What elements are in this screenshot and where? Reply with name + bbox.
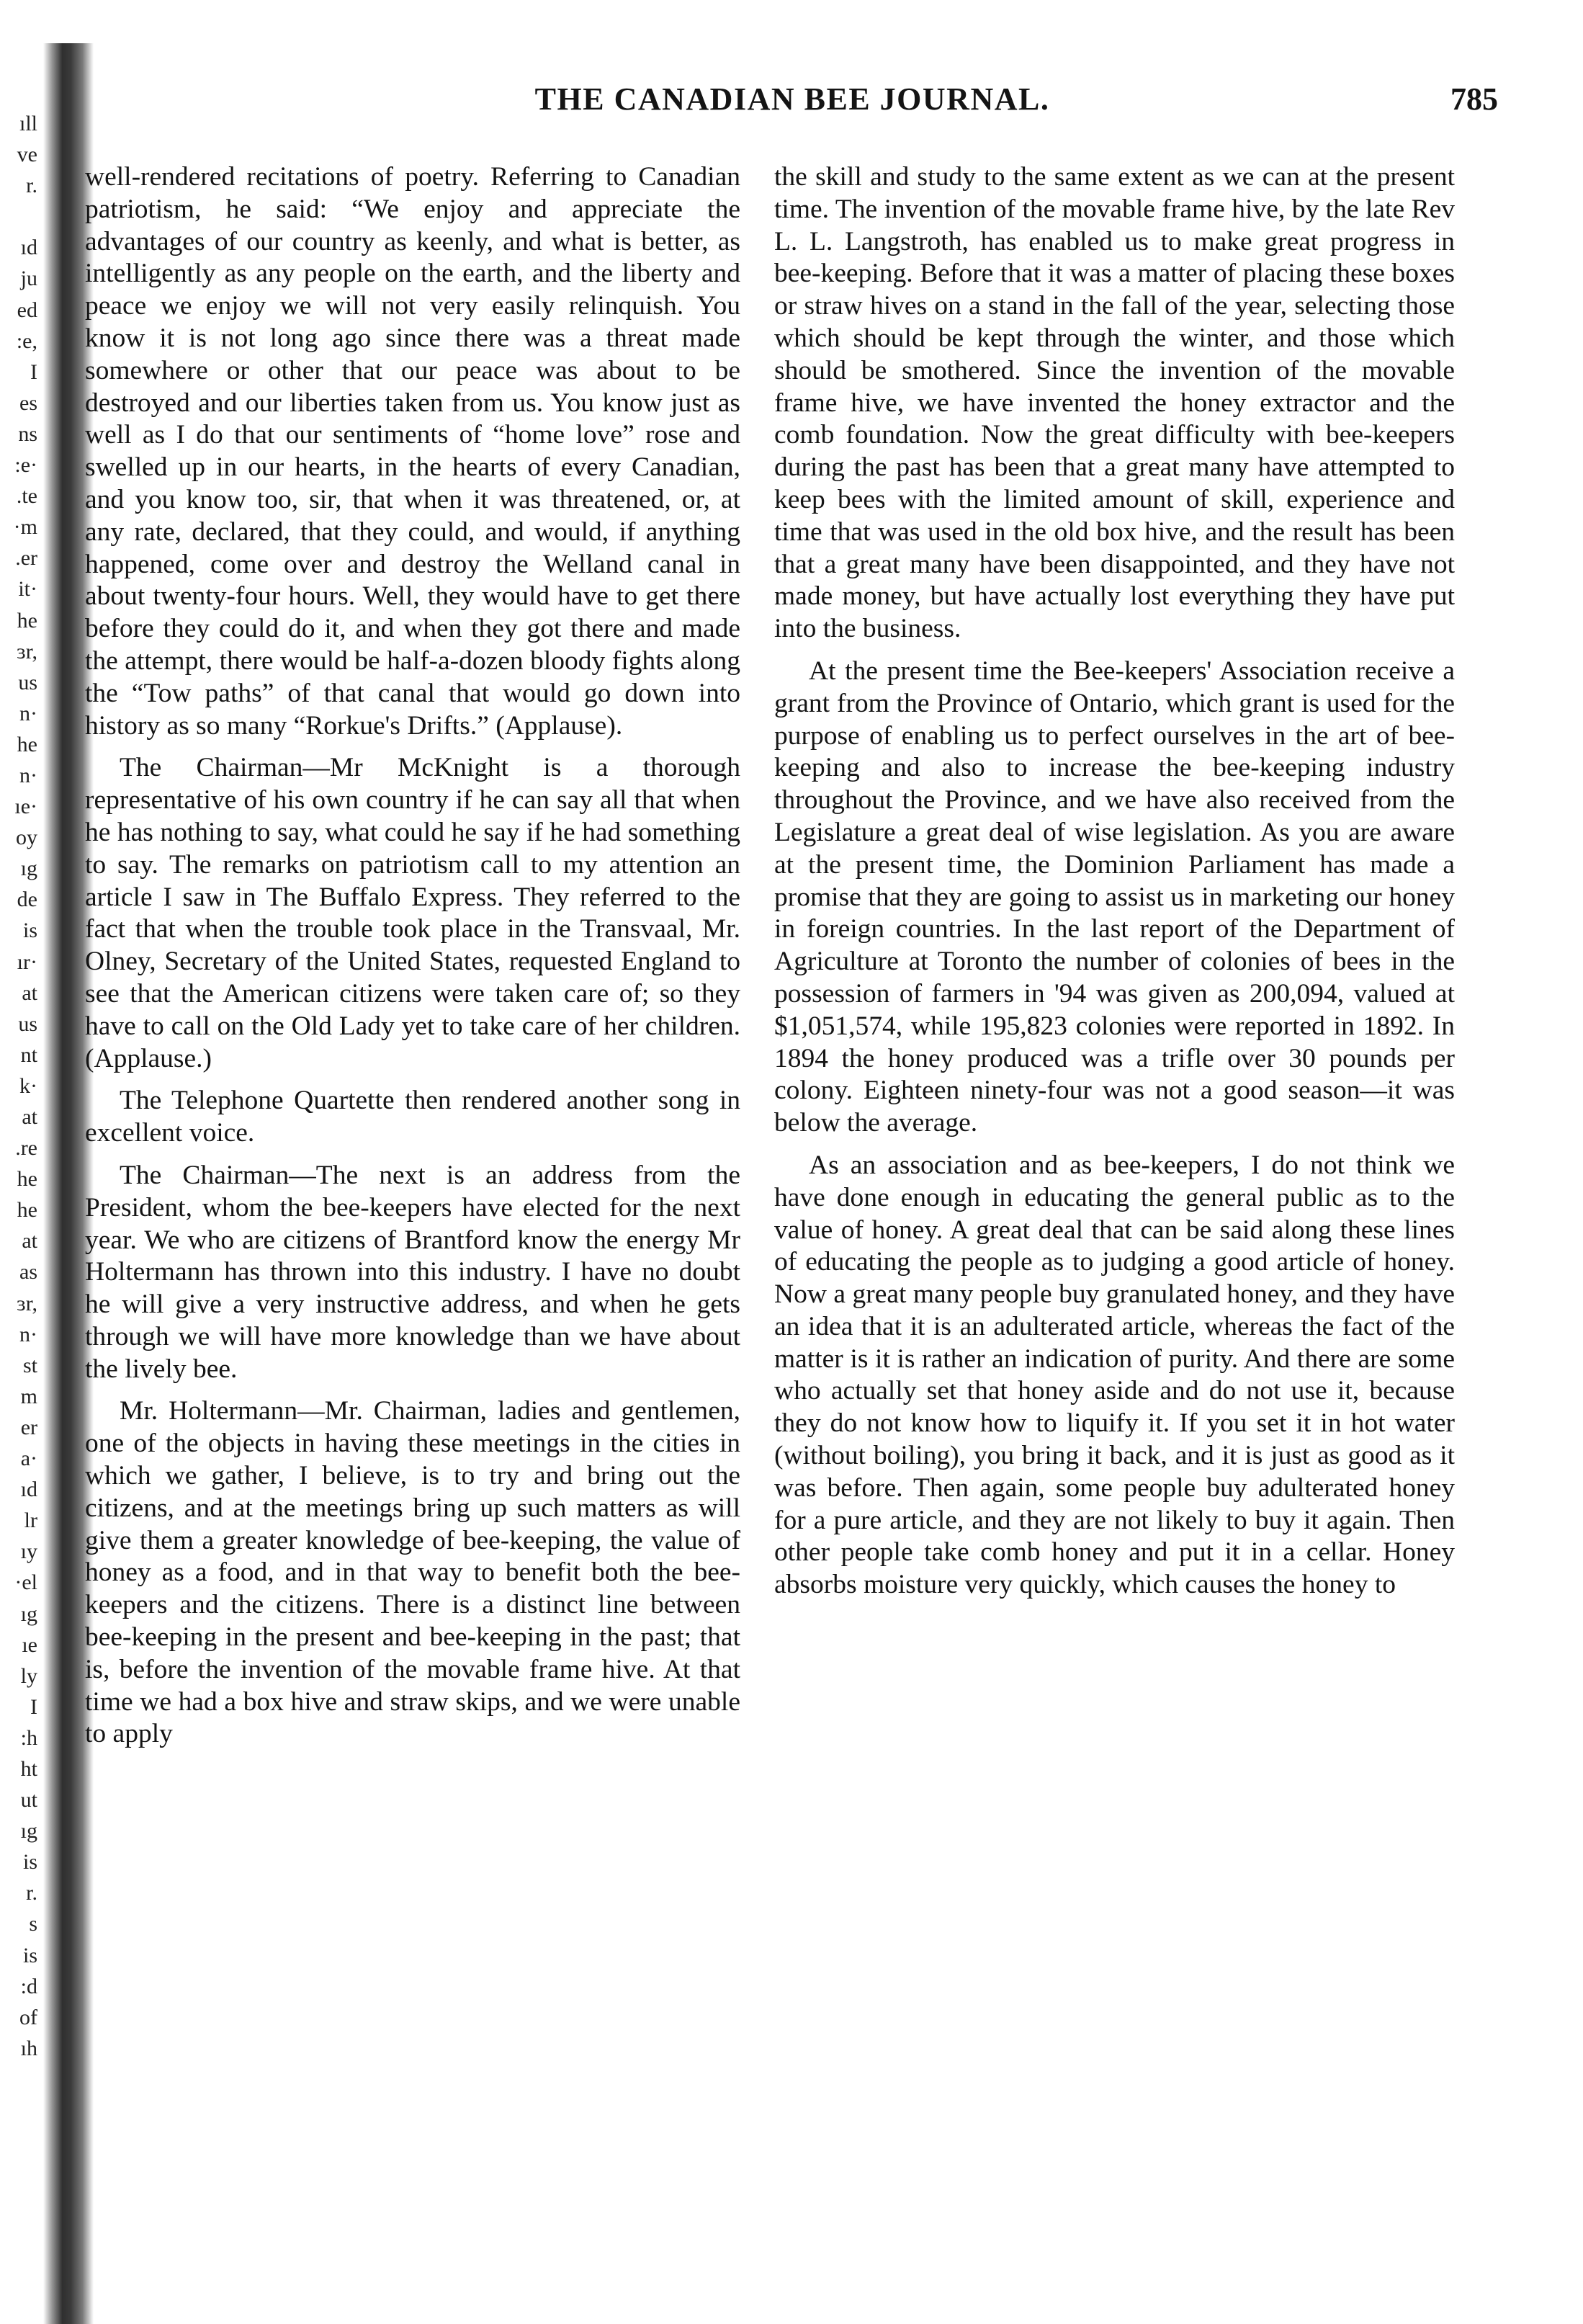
margin-fragment: us: [18, 670, 37, 694]
margin-fragment: is: [22, 1943, 37, 1967]
margin-fragment: :e·: [14, 453, 37, 478]
margin-fragment: ıd: [20, 1478, 37, 1502]
margin-fragment: ıy: [20, 1539, 37, 1564]
margin-fragment: ıe·: [14, 795, 37, 819]
margin-fragment: s: [29, 1912, 37, 1936]
margin-fragment: .te: [16, 484, 37, 509]
left-column: [85, 161, 740, 1751]
margin-fragment: he: [17, 1198, 37, 1223]
margin-fragment: ns: [18, 421, 37, 446]
margin-fragment: ır·: [17, 949, 37, 974]
left-paragraph-3: The Telephone Quartette then rendered another song in excellent voice.: [85, 1086, 740, 1148]
journal-title: THE CANADIAN BEE JOURNAL.: [534, 81, 1050, 117]
margin-fragment: us: [18, 1011, 37, 1036]
margin-fragment: es: [19, 390, 37, 415]
margin-fragment: [0, 201, 37, 232]
margin-fragment: it·: [18, 577, 37, 602]
margin-fragment: lr: [24, 1509, 37, 1533]
margin-fragment: .er: [15, 546, 37, 571]
margin-fragment: st: [22, 1353, 37, 1377]
margin-fragment: er: [20, 1415, 37, 1439]
margin-fragment: n·: [19, 701, 37, 725]
margin-fragment: at: [22, 1229, 37, 1253]
margin-fragment: of: [19, 2005, 37, 2029]
right-column: [774, 161, 1455, 1601]
margin-fragment: at: [22, 980, 37, 1005]
margin-fragment: r.: [26, 1881, 37, 1905]
margin-fragment: he: [17, 1167, 37, 1192]
margin-fragment: :d: [20, 1974, 37, 1998]
left-paragraph-1: well-rendered recitations of poetry. Referring to Canadian patriotism, he said: “We enjoy and appreciate the advantages of our country as keenly, and what is better, as intelligently as any people on the earth, and the liberty and peace we enjoy we will not very easily relinquish. You know it is not long ago since there was a threat made somewhere or other that our peace was about to be destroyed and our liberties taken from us. You know just as well as I do that our sentiments of “home love” rose and swelled up in our hearts, in the hearts of every Canadian, and you know too, sir, that when it was threatened, or, at any rate, declared, that they could, and would, if anything happened, come over and destroy the Welland canal in about twenty-four hours. Well, they would have to get there before they could do it, and when they got there and made the attempt, there would be half-a-dozen bloody fights along the “Tow paths” of that canal that would go down into history as so many “Rorkue's Drifts.” (Applause).: [85, 162, 740, 741]
right-paragraph-3: As an association and as bee-keepers, I do not think we have done enough in educating the general public as to the value of honey. A great deal that can be said along these lines of educating the people as to judging a good article of honey. Now a great many people buy granulated honey, and they have an idea that it is an adulterated article, whereas the fact of the matter is it is rather an indication of purity. And there are some who actually set that honey aside and do not use it, because they do not know how to liquify it. If you set it in hot water (without boiling), you bring it back, and it is just as good as it was before. Then again, some people buy adulterated honey for a pure article, and they are not likely to buy it again. Then other people take comb honey and put it in a cellar. Honey absorbs moisture very quickly, which causes the honey to: [774, 1150, 1455, 1600]
margin-fragment: at: [22, 1105, 37, 1129]
margin-fragment: ly: [20, 1663, 37, 1688]
margin-fragment: I: [30, 1694, 37, 1719]
margin-fragment: a·: [20, 1447, 37, 1471]
margin-fragment: he: [17, 732, 37, 756]
margin-fragment: is: [22, 1850, 37, 1874]
previous-page-margin-fragments: [0, 108, 37, 2291]
margin-fragment: ıh: [20, 2036, 37, 2060]
margin-fragment: :h: [20, 1725, 37, 1750]
margin-fragment: ·m: [13, 515, 37, 540]
page-number: 785: [1450, 81, 1498, 117]
margin-fragment: ve: [17, 143, 37, 167]
left-paragraph-5: Mr. Holtermann—Mr. Chairman, ladies and gentlemen, one of the objects in having these meetings in the cities in which we gather, I believe, is to try and bring out the citizens, and at the meetings bring up such matters as will give them a greater knowledge of bee-keeping, the value of honey as a food, and in that way to benefit both the bee-keepers and the citizens. There is a distinct line between bee-keeping in the present and bee-keeping in the past; that is, before the invention of the movable frame hive. At that time we had a box hive and straw skips, and we were unable to apply: [85, 1396, 740, 1749]
margin-fragment: ut: [20, 1788, 37, 1813]
margin-fragment: ıd: [20, 236, 37, 260]
margin-fragment: ıg: [20, 1819, 37, 1843]
margin-fragment: r.: [26, 174, 37, 198]
margin-fragment: I: [30, 359, 37, 384]
margin-fragment: k·: [19, 1073, 37, 1098]
margin-fragment: :e,: [16, 329, 37, 353]
margin-fragment: ed: [17, 298, 37, 322]
margin-fragment: as: [19, 1260, 37, 1284]
left-paragraph-4: The Chairman—The next is an address from the President, whom the bee-keepers have elected for the next year. We who are citizens of Brantford know the energy Mr Holtermann has thrown into this industry. I have no doubt he will give a very instructive address, and when he gets through we will have more knowledge than we have about the lively bee.: [85, 1160, 740, 1384]
margin-fragment: de: [17, 888, 37, 912]
margin-fragment: ıll: [19, 112, 37, 135]
margin-fragment: ıe: [22, 1632, 37, 1657]
left-paragraph-2: The Chairman—Mr McKnight is a thorough representative of his own country if he can say all that when he has nothing to say, what could he say if he had something to say. The remarks on patriotism call to my attention an article I saw in The Buffalo Express. They referred to the fact that when the trouble took place in the Transvaal, Mr. Olney, Secretary of the United States, requested England to see that the American citizens were taken care of; so they have to call on the Old Lady yet to take care of her children. (Applause.): [85, 753, 740, 1073]
margin-fragment: nt: [20, 1042, 37, 1067]
right-paragraph-1: the skill and study to the same extent as we can at the present time. The invention of the movable frame hive, by the late Rev L. L. Langstroth, has enabled us to make great progress in bee-keeping. Before that it was a matter of placing these boxes or straw hives on a stand in the fall of the year, selecting those which should be kept through the winter, and those which should be smothered. Since the invention of the movable frame hive, we have invented the honey extractor and the comb foundation. Now the great difficulty with bee-keepers during the past has been that a great many have attempted to keep bees with the limited amount of skill, experience and time that was used in the old box hive, and the result has been that a great many have been disappointed, and they have not made money, but have actually lost everything they have put into the business.: [774, 162, 1455, 644]
margin-fragment: ht: [20, 1756, 37, 1781]
margin-fragment: is: [22, 919, 37, 943]
margin-fragment: n·: [19, 1322, 37, 1346]
margin-fragment: ·el: [14, 1570, 37, 1595]
right-paragraph-2: At the present time the Bee-keepers' Association receive a grant from the Province of Ontario, which grant is used for the purpose of enabling us to perfect ourselves in the art of bee-keeping and also to increase the bee-keeping industry throughout the Province, and we have also received from the Legislature a great deal of wise legislation. As you are aware at the present time, the Dominion Parliament has made a promise that they are going to assist us in marketing our honey in foreign countries. In the last report of the Department of Agriculture at Toronto the number of colonies of bees in the possession of farmers in '94 was given as 200,094, valued at $1,051,574, while 195,823 colonies were reported in 1892. In 1894 the honey produced was a trifle over 30 pounds per colony. Eighteen ninety-four was not a good season—it was below the average.: [774, 656, 1455, 1138]
margin-fragment: n·: [19, 763, 37, 787]
margin-fragment: ıg: [20, 1601, 37, 1626]
margin-fragment: ɜr,: [17, 1291, 37, 1315]
margin-fragment: ıg: [20, 857, 37, 881]
running-header: [86, 81, 1498, 124]
margin-fragment: m: [20, 1384, 37, 1408]
margin-fragment: .re: [15, 1136, 37, 1161]
margin-fragment: ju: [20, 267, 37, 291]
margin-fragment: ɜr,: [17, 639, 37, 663]
margin-fragment: oy: [16, 826, 37, 850]
margin-fragment: he: [17, 608, 37, 633]
